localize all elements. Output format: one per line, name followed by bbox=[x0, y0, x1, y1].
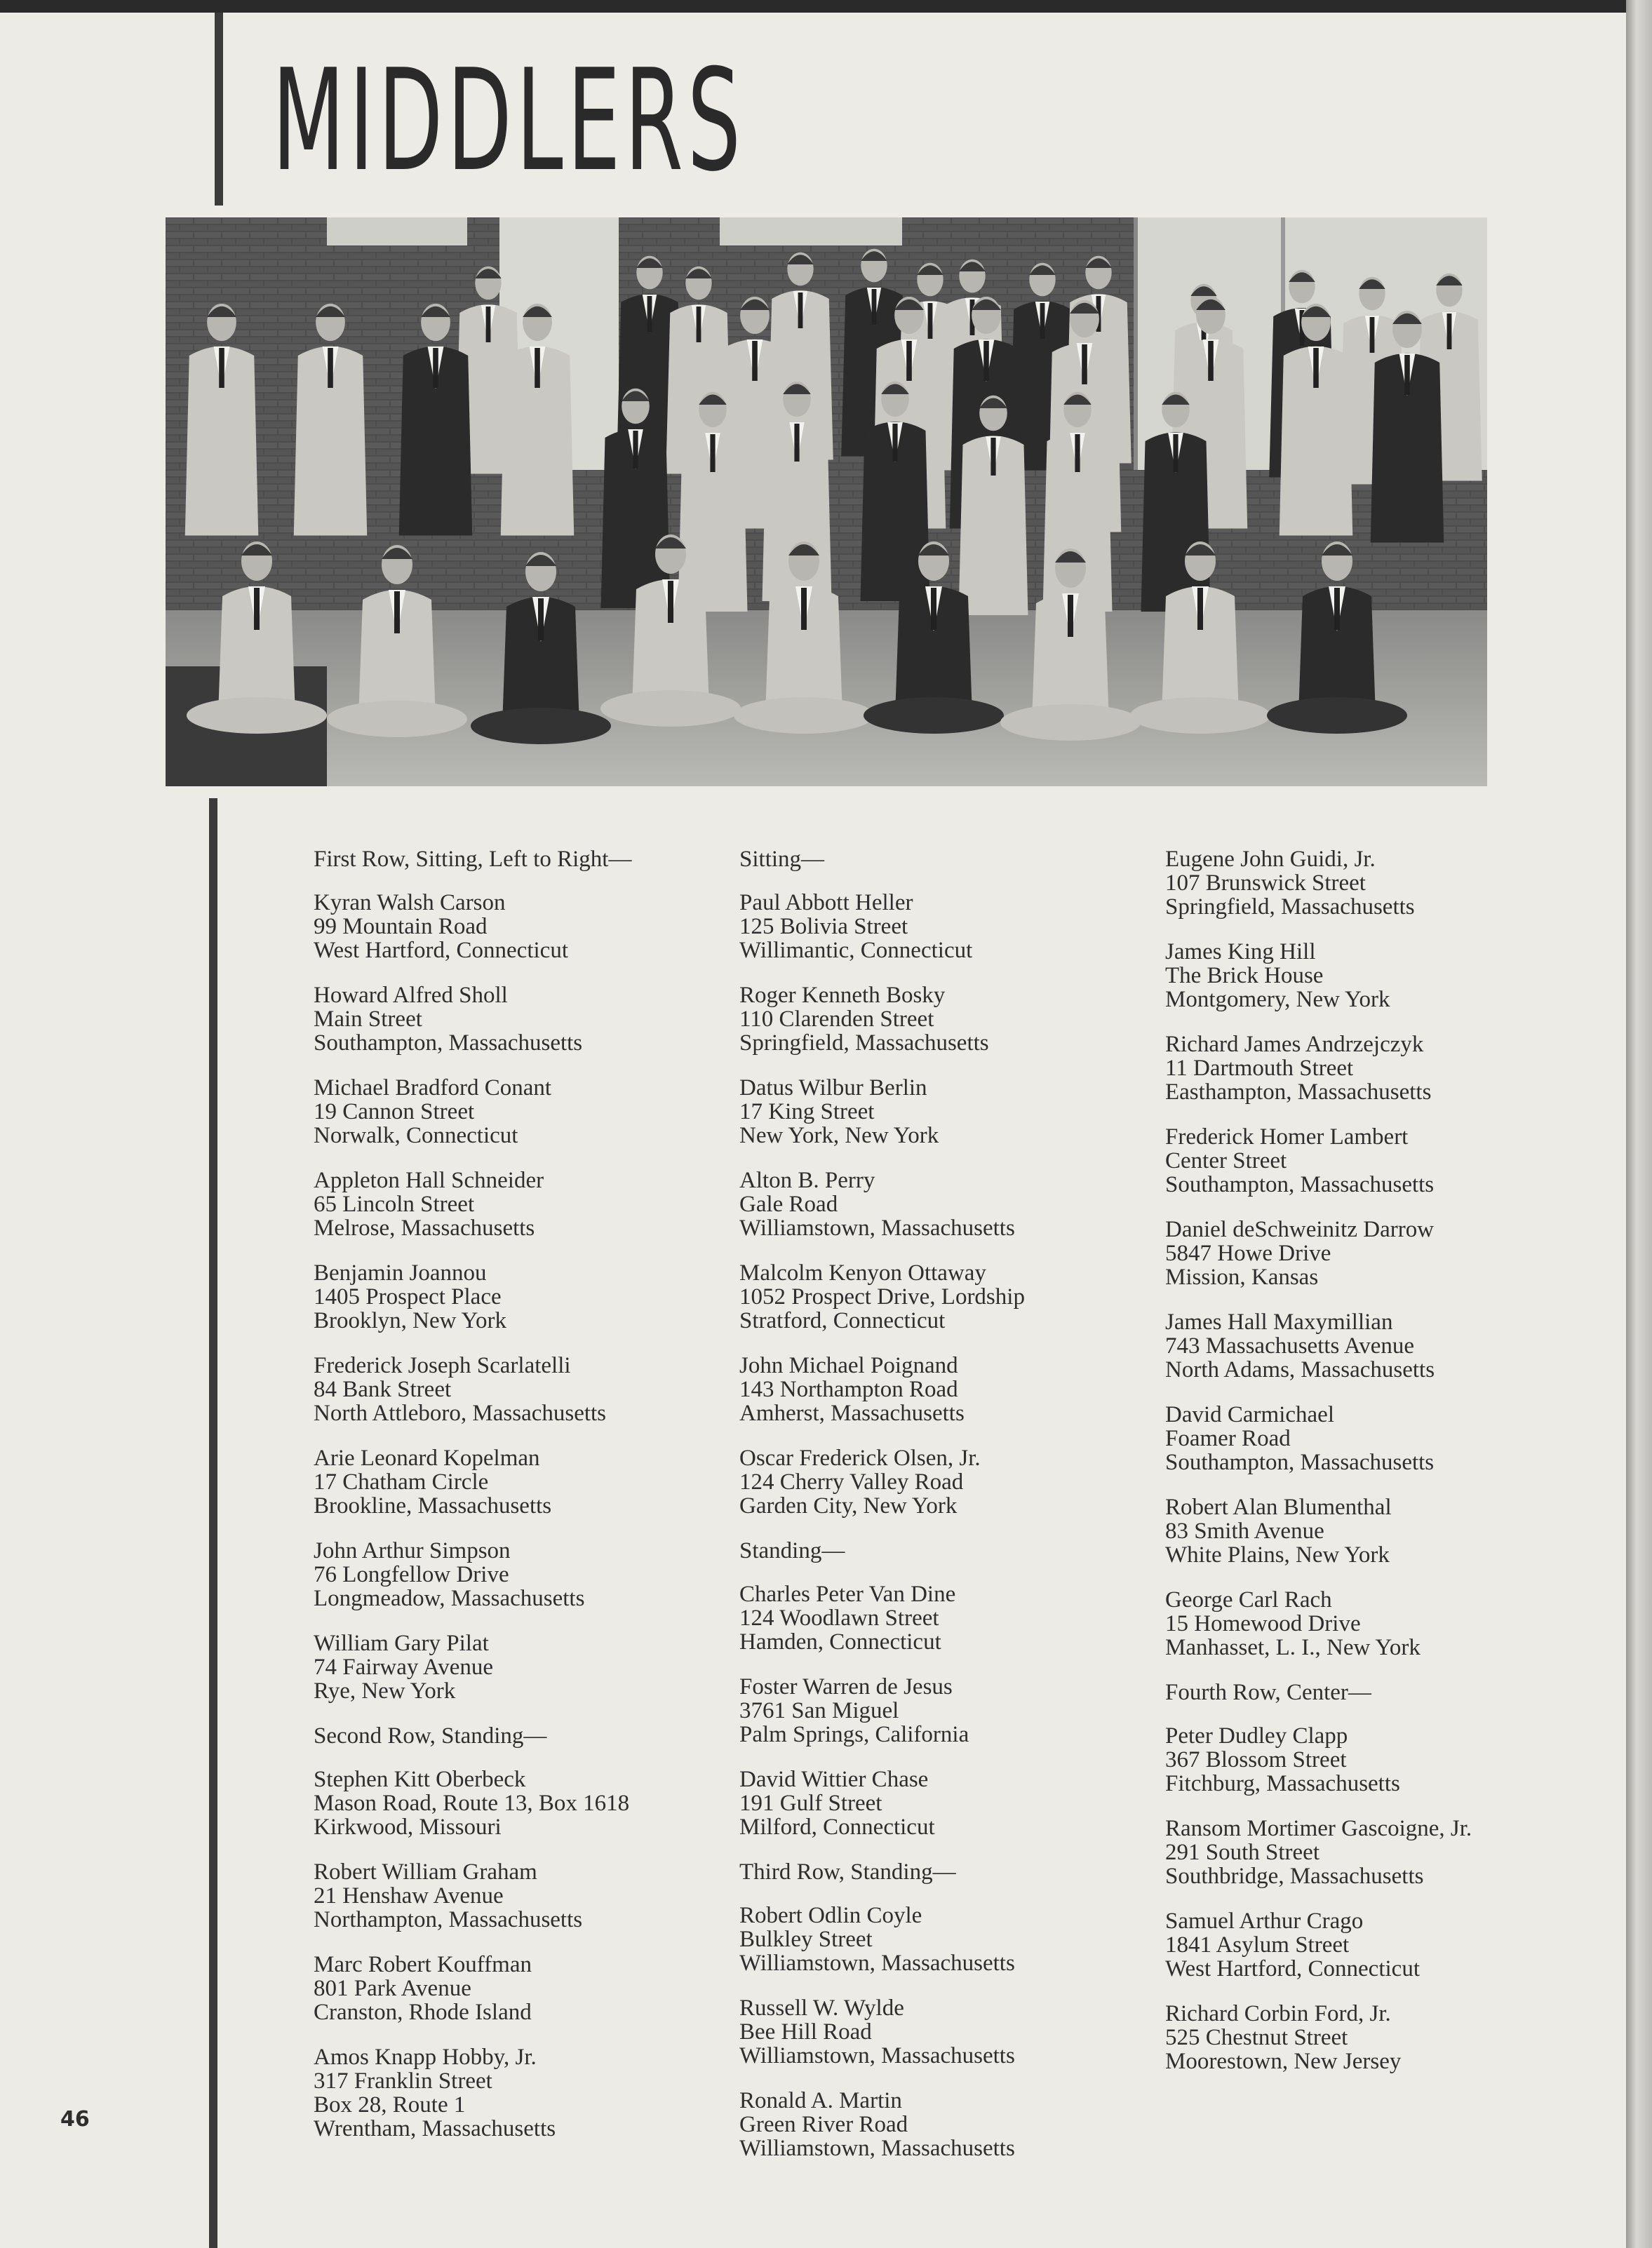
address-line: 801 Park Avenue bbox=[314, 1976, 471, 2001]
address-line: Montgomery, New York bbox=[1165, 987, 1390, 1012]
address-line: 125 Bolivia Street bbox=[739, 914, 908, 939]
address-line: Brooklyn, New York bbox=[314, 1308, 507, 1333]
student-name: Stephen Kitt Oberbeck bbox=[314, 1767, 526, 1792]
student-name: Paul Abbott Heller bbox=[739, 890, 913, 915]
section-heading: Fourth Row, Center— bbox=[1165, 1680, 1371, 1705]
student-name: Russell W. Wylde bbox=[739, 1995, 904, 2021]
address-line: Williamstown, Massachusetts bbox=[739, 2043, 1015, 2068]
student-entry bbox=[314, 1169, 734, 1240]
address-line: Norwalk, Connecticut bbox=[314, 1123, 518, 1148]
address-line: 317 Franklin Street bbox=[314, 2068, 492, 2094]
student-name: Oscar Frederick Olsen, Jr. bbox=[739, 1446, 981, 1471]
student-name: Richard James Andrzejczyk bbox=[1165, 1032, 1424, 1057]
student-entry bbox=[1165, 847, 1586, 919]
student-name: Benjamin Joannou bbox=[314, 1260, 487, 1286]
student-entry bbox=[739, 1446, 1160, 1518]
names-column-1 bbox=[314, 847, 734, 2162]
student-entry bbox=[314, 2045, 734, 2141]
student-entry bbox=[739, 1076, 1160, 1147]
address-line: 124 Woodlawn Street bbox=[739, 1606, 939, 1631]
student-entry bbox=[314, 1860, 734, 1932]
address-line: Kirkwood, Missouri bbox=[314, 1815, 502, 1840]
student-name: Arie Leonard Kopelman bbox=[314, 1446, 540, 1471]
student-name: Samuel Arthur Crago bbox=[1165, 1909, 1364, 1934]
student-entry bbox=[739, 891, 1160, 962]
address-line: 110 Clarenden Street bbox=[739, 1007, 934, 1032]
student-name: Michael Bradford Conant bbox=[314, 1075, 552, 1101]
student-entry bbox=[1165, 1403, 1586, 1474]
student-entry bbox=[1165, 1817, 1586, 1888]
address-line: Foamer Road bbox=[1165, 1426, 1291, 1451]
address-line: 143 Northampton Road bbox=[739, 1377, 958, 1402]
student-entry bbox=[739, 1169, 1160, 1240]
address-line: 5847 Howe Drive bbox=[1165, 1241, 1331, 1266]
address-line: Northampton, Massachusetts bbox=[314, 1907, 583, 1932]
student-entry bbox=[1165, 1909, 1586, 1981]
address-line: Melrose, Massachusetts bbox=[314, 1216, 535, 1241]
student-name: David Wittier Chase bbox=[739, 1767, 929, 1792]
address-line: Wrentham, Massachusetts bbox=[314, 2116, 556, 2141]
address-line: Bee Hill Road bbox=[739, 2019, 872, 2045]
student-entry bbox=[1165, 1125, 1586, 1197]
address-line: Williamstown, Massachusetts bbox=[739, 1216, 1015, 1241]
address-line: Rye, New York bbox=[314, 1678, 456, 1704]
address-line: Moorestown, New Jersey bbox=[1165, 2049, 1402, 2074]
student-name: John Michael Poignand bbox=[739, 1353, 958, 1378]
student-entry bbox=[739, 1904, 1160, 1975]
address-line: 17 King Street bbox=[739, 1099, 875, 1124]
student-name: David Carmichael bbox=[1165, 1402, 1334, 1427]
yearbook-page bbox=[0, 13, 1626, 2248]
student-entry bbox=[314, 1631, 734, 1703]
address-line: Cranston, Rhode Island bbox=[314, 2000, 532, 2025]
student-name: James Hall Maxymillian bbox=[1165, 1310, 1393, 1335]
student-name: Malcolm Kenyon Ottaway bbox=[739, 1260, 986, 1286]
student-entry bbox=[314, 1076, 734, 1147]
address-line: Springfield, Massachusetts bbox=[739, 1030, 989, 1056]
section-heading: Standing— bbox=[739, 1538, 845, 1563]
address-line: Main Street bbox=[314, 1007, 422, 1032]
student-entry bbox=[314, 1768, 734, 1839]
address-line: 19 Cannon Street bbox=[314, 1099, 475, 1124]
address-line: 83 Smith Avenue bbox=[1165, 1519, 1324, 1544]
student-entry bbox=[1165, 1310, 1586, 1382]
address-line: West Hartford, Connecticut bbox=[1165, 1956, 1420, 1981]
student-name: Robert Alan Blumenthal bbox=[1165, 1495, 1392, 1520]
address-line: 743 Massachusetts Avenue bbox=[1165, 1333, 1414, 1359]
student-name: James King Hill bbox=[1165, 939, 1316, 964]
student-name: Howard Alfred Sholl bbox=[314, 983, 508, 1008]
student-name: Appleton Hall Schneider bbox=[314, 1168, 544, 1193]
student-name: Datus Wilbur Berlin bbox=[739, 1075, 927, 1101]
student-entry bbox=[739, 1768, 1160, 1839]
student-entry bbox=[1165, 2002, 1586, 2073]
address-line: Amherst, Massachusetts bbox=[739, 1401, 965, 1426]
names-column-3 bbox=[1165, 847, 1586, 2094]
address-line: Green River Road bbox=[739, 2112, 908, 2137]
student-name: Daniel deSchweinitz Darrow bbox=[1165, 1217, 1435, 1242]
address-line: Gale Road bbox=[739, 1192, 838, 1217]
address-line: 65 Lincoln Street bbox=[314, 1192, 475, 1217]
address-line: Garden City, New York bbox=[739, 1493, 958, 1519]
address-line: 99 Mountain Road bbox=[314, 914, 488, 939]
address-line: 124 Cherry Valley Road bbox=[739, 1469, 964, 1495]
address-line: 1405 Prospect Place bbox=[314, 1284, 502, 1310]
student-name: Ransom Mortimer Gascoigne, Jr. bbox=[1165, 1816, 1472, 1841]
address-line: Williamstown, Massachusetts bbox=[739, 2136, 1015, 2161]
section-heading: First Row, Sitting, Left to Right— bbox=[314, 847, 632, 872]
student-name: Robert Odlin Coyle bbox=[739, 1903, 922, 1928]
student-name: Ronald A. Martin bbox=[739, 2088, 902, 2113]
address-line: Southampton, Massachusetts bbox=[1165, 1450, 1435, 1475]
student-name: John Arthur Simpson bbox=[314, 1538, 511, 1563]
section-heading: Sitting— bbox=[739, 847, 825, 872]
student-entry bbox=[314, 1446, 734, 1518]
address-line: North Attleboro, Massachusetts bbox=[314, 1401, 607, 1426]
student-name: Peter Dudley Clapp bbox=[1165, 1723, 1348, 1749]
student-name: Foster Warren de Jesus bbox=[739, 1674, 953, 1700]
student-entry bbox=[1165, 940, 1586, 1011]
address-line: New York, New York bbox=[739, 1123, 939, 1148]
title-rule bbox=[215, 13, 223, 206]
address-line: 74 Fairway Avenue bbox=[314, 1655, 493, 1680]
student-entry bbox=[739, 2089, 1160, 2160]
address-line: Stratford, Connecticut bbox=[739, 1308, 946, 1333]
student-entry bbox=[739, 1582, 1160, 1654]
address-line: Southbridge, Massachusetts bbox=[1165, 1864, 1424, 1889]
address-line: Milford, Connecticut bbox=[739, 1815, 935, 1840]
student-name: George Carl Rach bbox=[1165, 1587, 1332, 1613]
address-line: The Brick House bbox=[1165, 963, 1324, 988]
address-line: Hamden, Connecticut bbox=[739, 1629, 941, 1655]
student-name: Roger Kenneth Bosky bbox=[739, 983, 946, 1008]
address-line: Brookline, Massachusetts bbox=[314, 1493, 552, 1519]
student-name: Richard Corbin Ford, Jr. bbox=[1165, 2001, 1391, 2026]
student-entry bbox=[739, 1675, 1160, 1746]
address-line: 291 South Street bbox=[1165, 1840, 1319, 1865]
address-line: 11 Dartmouth Street bbox=[1165, 1056, 1354, 1081]
student-name: Frederick Homer Lambert bbox=[1165, 1124, 1409, 1150]
page-edge bbox=[1626, 0, 1652, 2248]
student-name: Kyran Walsh Carson bbox=[314, 890, 506, 915]
address-line: Center Street bbox=[1165, 1148, 1287, 1173]
student-name: Marc Robert Kouffman bbox=[314, 1952, 532, 1977]
student-entry bbox=[314, 1354, 734, 1425]
class-group-photo bbox=[166, 217, 1487, 786]
student-entry bbox=[1165, 1495, 1586, 1567]
address-line: Easthampton, Massachusetts bbox=[1165, 1079, 1432, 1105]
address-line: 21 Henshaw Avenue bbox=[314, 1883, 504, 1909]
section-heading: Second Row, Standing— bbox=[314, 1723, 547, 1749]
address-line: Williamstown, Massachusetts bbox=[739, 1951, 1015, 1976]
page-number: 46 bbox=[60, 2107, 90, 2132]
student-entry bbox=[1165, 1724, 1586, 1796]
address-line: Mason Road, Route 13, Box 1618 bbox=[314, 1791, 630, 1816]
address-line: White Plains, New York bbox=[1165, 1542, 1390, 1568]
address-line: Mission, Kansas bbox=[1165, 1265, 1319, 1290]
student-entry bbox=[314, 1953, 734, 2024]
address-line: 15 Homewood Drive bbox=[1165, 1611, 1361, 1636]
address-line: 367 Blossom Street bbox=[1165, 1747, 1347, 1772]
address-line: Manhasset, L. I., New York bbox=[1165, 1635, 1421, 1660]
address-line: Southampton, Massachusetts bbox=[314, 1030, 583, 1056]
student-name: Charles Peter Van Dine bbox=[739, 1582, 956, 1607]
student-name: Amos Knapp Hobby, Jr. bbox=[314, 2045, 537, 2070]
address-line: Willimantic, Connecticut bbox=[739, 938, 973, 963]
address-line: Bulkley Street bbox=[739, 1927, 873, 1952]
student-entry bbox=[314, 1261, 734, 1333]
student-entry bbox=[314, 983, 734, 1055]
student-entry bbox=[739, 1261, 1160, 1333]
names-column-2 bbox=[739, 847, 1160, 2181]
address-line: 107 Brunswick Street bbox=[1165, 870, 1366, 896]
page-title: MIDDLERS bbox=[272, 39, 745, 203]
address-line: 84 Bank Street bbox=[314, 1377, 452, 1402]
address-line: 191 Gulf Street bbox=[739, 1791, 882, 1816]
student-name: Alton B. Perry bbox=[739, 1168, 875, 1193]
student-entry bbox=[739, 1996, 1160, 2068]
address-line: Palm Springs, California bbox=[739, 1722, 969, 1747]
address-line: 76 Longfellow Drive bbox=[314, 1562, 509, 1587]
student-entry bbox=[1165, 1218, 1586, 1289]
address-line: 1052 Prospect Drive, Lordship bbox=[739, 1284, 1025, 1310]
address-line: Longmeadow, Massachusetts bbox=[314, 1586, 585, 1611]
student-entry bbox=[1165, 1588, 1586, 1660]
student-entry bbox=[739, 983, 1160, 1055]
address-line: North Adams, Massachusetts bbox=[1165, 1357, 1435, 1382]
address-line: Southampton, Massachusetts bbox=[1165, 1172, 1435, 1197]
student-entry bbox=[314, 1539, 734, 1610]
address-line: Springfield, Massachusetts bbox=[1165, 894, 1415, 920]
student-entry bbox=[1165, 1032, 1586, 1104]
columns-rule bbox=[209, 798, 217, 2248]
address-line: Fitchburg, Massachusetts bbox=[1165, 1771, 1400, 1796]
section-heading: Third Row, Standing— bbox=[739, 1859, 956, 1885]
address-line: 525 Chestnut Street bbox=[1165, 2025, 1348, 2050]
address-line: 3761 San Miguel bbox=[739, 1698, 899, 1723]
student-entry bbox=[314, 891, 734, 962]
student-name: Robert William Graham bbox=[314, 1859, 537, 1885]
address-line: Box 28, Route 1 bbox=[314, 2092, 466, 2118]
address-line: West Hartford, Connecticut bbox=[314, 938, 568, 963]
address-line: 1841 Asylum Street bbox=[1165, 1932, 1350, 1958]
student-name: William Gary Pilat bbox=[314, 1631, 489, 1656]
student-name: Eugene John Guidi, Jr. bbox=[1165, 847, 1376, 872]
address-line: 17 Chatham Circle bbox=[314, 1469, 489, 1495]
student-name: Frederick Joseph Scarlatelli bbox=[314, 1353, 571, 1378]
student-entry bbox=[739, 1354, 1160, 1425]
